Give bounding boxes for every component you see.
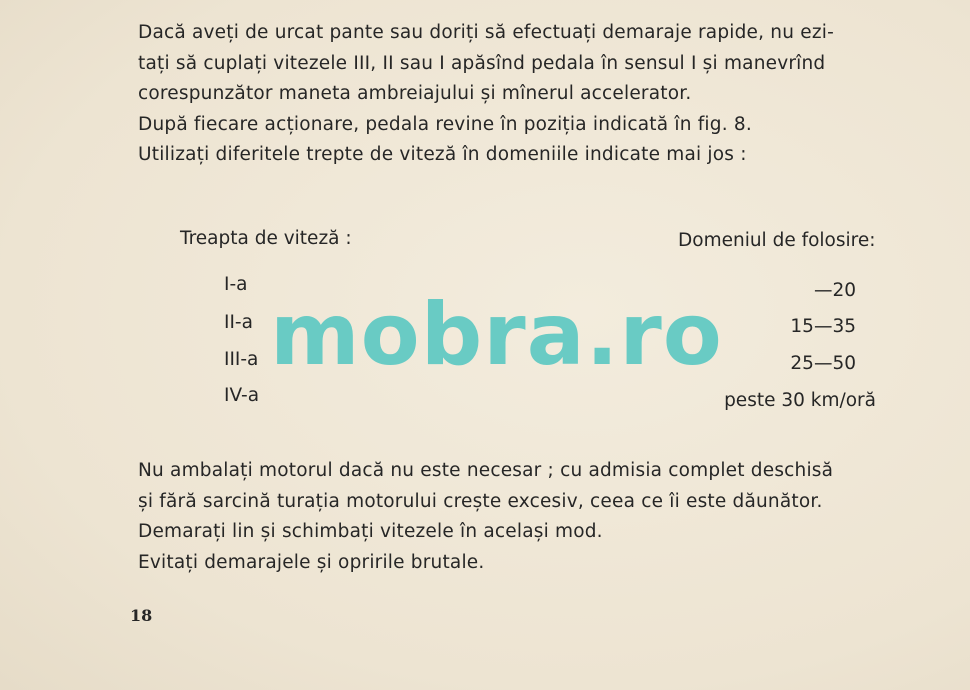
gear-label: III-a <box>224 349 259 370</box>
text-line: După fiecare acționare, pedala revine în poziția indicată în fig. 8. <box>138 113 752 135</box>
text-line: Dacă aveți de urcat pante sau doriți să efectuați demaraje rapide, nu ezi- <box>138 22 834 43</box>
paragraph-warnings <box>138 456 908 578</box>
text-line: Demarați lin și schimbați vitezele în același mod. <box>138 521 603 542</box>
text-line: corespunzător maneta ambreiajului și mînerul accelerator. <box>138 83 692 104</box>
page-number: 18 <box>130 606 153 625</box>
gear-label: II-a <box>224 312 253 333</box>
paragraph-instructions <box>138 18 908 171</box>
gear-range: 15—35 <box>790 316 856 337</box>
table-header-gear: Treapta de viteză : <box>180 228 352 249</box>
watermark-logo: mobra.ro <box>270 285 723 385</box>
text-line: și fără sarcină turația motorului crește excesiv, ceea ce îi este dăunător. <box>138 490 823 512</box>
table-header-range: Domeniul de folosire: <box>678 230 876 251</box>
text-line: Utilizați diferitele trepte de viteză în domeniile indicate mai jos : <box>138 144 747 165</box>
text-line: tați să cuplați vitezele III, II sau I apăsînd pedala în sensul I și manevrînd <box>138 52 826 74</box>
gear-label: IV-a <box>224 385 260 406</box>
text-line: Nu ambalați motorul dacă nu este necesar ; cu admisia complet deschisă <box>138 460 834 481</box>
gear-range: —20 <box>813 280 856 301</box>
text-line: Evitați demarajele și opririle brutale. <box>138 551 485 573</box>
gear-range: peste 30 km/oră <box>724 390 876 411</box>
gear-range: 25—50 <box>790 353 856 374</box>
gear-label: I-a <box>224 274 248 295</box>
